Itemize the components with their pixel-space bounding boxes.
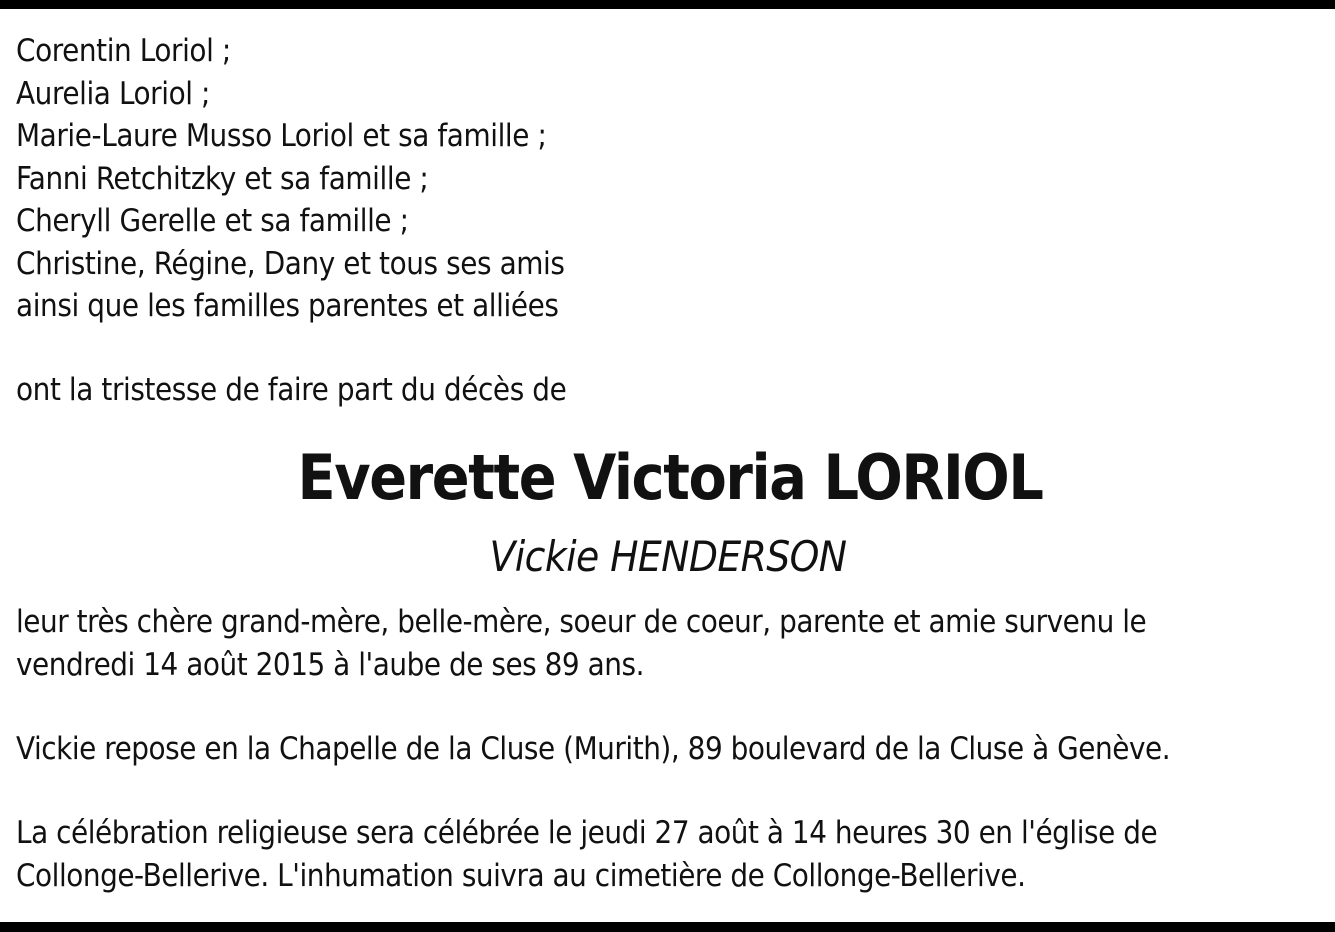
family-line: Fanni Retchitzky et sa famille ; <box>16 160 429 197</box>
paragraph-line: Collonge-Bellerive. L'inhumation suivra au cimetière de Collonge-Bellerive. <box>16 857 1026 894</box>
paragraph-line: Vickie repose en la Chapelle de la Cluse (Murith), 89 boulevard de la Cluse à Genève. <box>16 731 1171 767</box>
family-list <box>16 30 1326 328</box>
deceased-name: Everette Victoria LORIOL <box>297 441 1043 514</box>
family-line: Christine, Régine, Dany et tous ses amis <box>16 245 565 282</box>
ceremony-paragraph <box>16 812 1332 897</box>
family-line: Marie-Laure Musso Loriol et sa famille ; <box>16 118 547 154</box>
family-line: Corentin Loriol ; <box>16 33 231 69</box>
family-line: Cheryll Gerelle et sa famille ; <box>16 203 409 239</box>
repose-paragraph <box>16 728 1332 771</box>
paragraph-line: vendredi 14 août 2015 à l'aube de ses 89 ans. <box>16 646 644 683</box>
family-line: ainsi que les familles parentes et alliées <box>16 288 559 324</box>
top-border-rule <box>0 0 1335 9</box>
maiden-name: Vickie HENDERSON <box>489 532 847 581</box>
relation-paragraph <box>16 601 1332 686</box>
family-line: Aurelia Loriol ; <box>16 75 211 112</box>
paragraph-line: La célébration religieuse sera célébrée le jeudi 27 août à 14 heures 30 en l'église de <box>16 815 1158 851</box>
announcement-text: ont la tristesse de faire part du décès de <box>16 372 567 408</box>
paragraph-line: leur très chère grand-mère, belle-mère, soeur de coeur, parente et amie survenu le <box>16 604 1147 640</box>
bottom-border-rule <box>0 922 1335 932</box>
